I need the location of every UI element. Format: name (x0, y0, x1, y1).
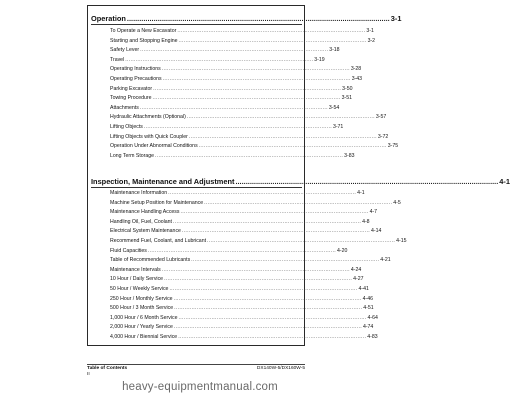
toc-entry[interactable] (110, 133, 389, 143)
entry-label: 1,000 Hour / 6 Month Service (110, 314, 178, 321)
entry-label: Maintenance Handling Access (110, 209, 180, 216)
leader-dots: ............................................................................................................ (198, 143, 387, 150)
footer-rule (87, 364, 305, 365)
entry-label: 500 Hour / 3 Month Service (110, 305, 174, 312)
watermark-text: heavy-equipmentmanual.com (122, 381, 278, 393)
entry-page: 3-43 (351, 75, 363, 82)
entry-label: Towing Procedure (110, 95, 152, 102)
entry-page: 4-83 (367, 333, 378, 340)
entry-label: Travel (110, 56, 125, 63)
leader-dots: ............................................................................................................ (140, 47, 329, 54)
entry-label: To Operate a New Excavator (110, 28, 177, 34)
toc-entry[interactable] (110, 104, 340, 114)
entry-label: 2,000 Hour / Yearly Service (110, 324, 173, 331)
toc-entry[interactable] (110, 94, 352, 104)
entry-label: 50 Hour / Weekly Service (110, 285, 169, 292)
toc-entry[interactable] (110, 247, 348, 257)
entry-label: Table of Recommended Lubricants (110, 257, 191, 264)
leader-dots: ............................................................................................................ (168, 190, 357, 196)
leader-dots: ............................................................................................................ (178, 333, 367, 340)
entry-label: 250 Hour / Monthly Service (110, 295, 173, 302)
entry-label: Safety Lever (110, 47, 140, 54)
entry-page: 3-19 (314, 56, 325, 63)
entry-page: 4-74 (362, 324, 374, 331)
entry-label: Operating Precautions (110, 75, 162, 82)
entry-label: Attachments (110, 104, 139, 111)
toc-entry[interactable] (110, 85, 353, 95)
section-rule (91, 24, 302, 25)
entry-label: Electrical System Maintenance (110, 228, 181, 235)
section-rule (91, 187, 302, 188)
entry-page: 4-20 (336, 247, 348, 254)
entry-label: Recommend Fuel, Coolant, and Lubricant (110, 237, 207, 244)
toc-list-operation (110, 27, 399, 161)
entry-page: 4-15 (396, 237, 407, 244)
footer-title: Table of Contents (87, 366, 128, 371)
leader-dots: ............................................................................................................ (204, 199, 393, 206)
leader-dots: ............................................................................................................ (188, 133, 377, 140)
section-heading-operation[interactable] (91, 14, 402, 23)
entry-page: 4-21 (380, 257, 391, 264)
toc-entry[interactable] (110, 304, 374, 314)
entry-page: 3-2 (367, 37, 376, 44)
toc-entry[interactable] (110, 285, 369, 295)
section-title: Operation (91, 14, 126, 23)
toc-entry[interactable] (110, 152, 355, 162)
toc-entry[interactable] (110, 113, 387, 123)
entry-page: 3-28 (350, 66, 362, 73)
leader-dots: ............................................................................................................ (155, 152, 344, 159)
toc-list-inspection (110, 189, 407, 343)
entry-label: Operation Under Abnormal Conditions (110, 143, 198, 150)
leader-dots: ............................................................................................................ (147, 247, 336, 254)
entry-page: 4-51 (363, 305, 374, 312)
entry-page: 3-18 (329, 47, 340, 54)
toc-entry[interactable] (110, 256, 391, 266)
toc-entry[interactable] (110, 275, 364, 285)
entry-page: 4-5 (393, 199, 401, 206)
entry-label: Maintenance Information (110, 190, 168, 196)
toc-entry[interactable] (110, 65, 362, 75)
leader-dots: ............................................................................................................ (191, 257, 380, 264)
entry-page: 4-24 (350, 266, 362, 273)
leader-dots: ............................................................................................................ (143, 123, 332, 130)
entry-label: Starting and Stopping Engine (110, 37, 178, 44)
footer-model: DX140W-5/DX160W-5 (256, 366, 305, 371)
leader-dots: ............................................................................................................ (186, 114, 375, 121)
toc-entry[interactable] (110, 142, 399, 152)
entry-page: 4-8 (362, 218, 370, 225)
toc-entry[interactable] (110, 56, 325, 66)
leader-dots: ............................................................................................................ (125, 56, 314, 63)
toc-entry[interactable] (110, 218, 370, 228)
toc-entry[interactable] (110, 237, 407, 247)
leader-dots: ............................................................................................................ (178, 37, 367, 44)
entry-page: 4-41 (358, 285, 369, 292)
entry-label: Long Term Storage (110, 152, 155, 159)
leader-dots: ............................................................................................................ (161, 266, 350, 273)
leader-dots: ............................................................................................................ (178, 314, 367, 321)
section-title: Inspection, Maintenance and Adjustment (91, 177, 235, 186)
entry-page: 3-57 (375, 114, 387, 121)
entry-page: 3-51 (341, 95, 352, 102)
toc-entry[interactable] (110, 75, 363, 85)
section-page: 4-1 (499, 177, 510, 186)
entry-page: 4-27 (353, 276, 364, 283)
toc-entry[interactable] (110, 46, 340, 56)
leader-dots: ................................................................................................................................ (235, 177, 499, 186)
entry-label: Machine Setup Position for Maintenance (110, 199, 204, 206)
entry-label: Hydraulic Attachments (Optional) (110, 114, 186, 121)
leader-dots: ............................................................................................................ (181, 228, 370, 235)
entry-page: 3-71 (332, 123, 344, 130)
entry-label: 4,000 Hour / Biennial Service (110, 333, 178, 340)
leader-dots: ............................................................................................................ (169, 285, 358, 292)
toc-entry[interactable] (110, 227, 382, 237)
entry-page: 4-46 (362, 295, 374, 302)
entry-label: Lifting Objects with Quick Coupler (110, 133, 188, 140)
toc-entry[interactable] (110, 189, 365, 199)
entry-page: 3-83 (344, 152, 355, 159)
entry-page: 3-72 (377, 133, 389, 140)
entry-label: Maintenance Intervals (110, 266, 161, 273)
footer-left (87, 366, 127, 378)
entry-page: 3-54 (328, 104, 340, 111)
leader-dots: ............................................................................................................ (153, 85, 342, 92)
leader-dots: ............................................................................................................ (207, 237, 396, 244)
footer-page-number: II (87, 372, 90, 377)
entry-label: 10 Hour / Daily Service (110, 276, 164, 283)
toc-entry[interactable] (110, 27, 374, 37)
entry-label: Fluid Capacities (110, 247, 147, 254)
leader-dots: ............................................................................................................ (177, 28, 366, 34)
entry-page: 3-50 (342, 85, 353, 92)
leader-dots: ............................................................................................................ (161, 66, 350, 73)
leader-dots: ............................................................................................................ (152, 95, 341, 102)
entry-label: Lifting Objects (110, 123, 143, 130)
toc-entry[interactable] (110, 314, 378, 324)
entry-page: 4-7 (369, 209, 378, 216)
section-heading-inspection[interactable] (91, 177, 510, 186)
toc-entry[interactable] (110, 37, 376, 47)
entry-page: 3-75 (387, 143, 399, 150)
leader-dots: ............................................................................................................ (180, 209, 369, 216)
toc-entry[interactable] (110, 199, 401, 209)
entry-page: 3-1 (366, 28, 374, 34)
leader-dots: ............................................................................................................ (173, 218, 362, 225)
leader-dots: ............................................................................................................ (173, 295, 362, 302)
toc-entry[interactable] (110, 123, 344, 133)
toc-entry[interactable] (110, 295, 374, 305)
entry-label: Operating Instructions (110, 66, 161, 73)
entry-page: 4-1 (357, 190, 365, 196)
leader-dots: ................................................................................................................................ (126, 14, 390, 23)
entry-page: 4-64 (367, 314, 378, 321)
leader-dots: ............................................................................................................ (164, 276, 353, 283)
toc-entry[interactable] (110, 208, 378, 218)
leader-dots: ............................................................................................................ (174, 305, 363, 312)
toc-entry[interactable] (110, 266, 362, 276)
entry-label: Parking Excavator (110, 85, 153, 92)
toc-entry[interactable] (110, 323, 374, 333)
section-page: 3-1 (390, 14, 402, 23)
entry-page: 4-14 (371, 228, 382, 235)
leader-dots: ............................................................................................................ (173, 324, 362, 331)
entry-label: Handling Oil, Fuel, Coolant (110, 218, 172, 225)
leader-dots: ............................................................................................................ (139, 104, 328, 111)
toc-entry[interactable] (110, 333, 378, 343)
leader-dots: ............................................................................................................ (162, 75, 351, 82)
